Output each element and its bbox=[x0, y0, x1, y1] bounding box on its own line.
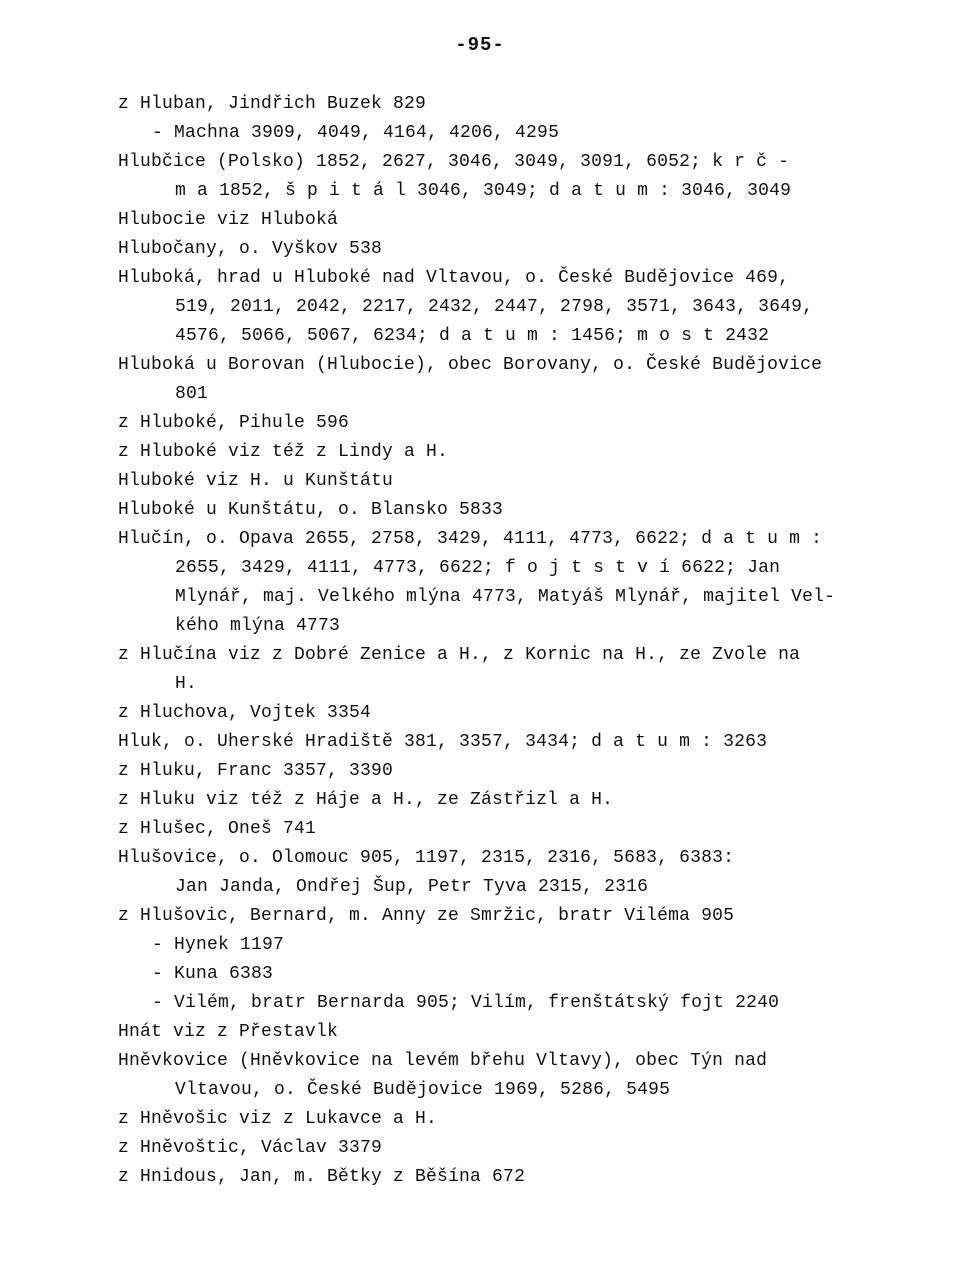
index-entry-line: Hnát viz z Přestavlk bbox=[118, 1022, 339, 1042]
index-continuation-line: 2655, 3429, 4111, 4773, 6622; f o j t s t v í 6622; Jan bbox=[175, 558, 781, 578]
index-continuation-line: - Machna 3909, 4049, 4164, 4206, 4295 bbox=[152, 123, 560, 143]
index-entry-line: z Hluboké, Pihule 596 bbox=[118, 413, 350, 433]
index-entry-line: Hlubočany, o. Vyškov 538 bbox=[118, 239, 383, 259]
index-entry-line: Hluboké viz H. u Kunštátu bbox=[118, 471, 394, 491]
index-entry-line: z Hluku viz též z Háje a H., ze Zástřizl a H. bbox=[118, 790, 614, 810]
index-entry-line: z Hlučína viz z Dobré Zenice a H., z Kornic na H., ze Zvole na bbox=[118, 645, 801, 665]
page-number: -95- bbox=[455, 34, 505, 56]
index-entry-line: Hluboká u Borovan (Hlubocie), obec Borovany, o. České Budějovice bbox=[118, 355, 823, 375]
index-entry-line: z Hluban, Jindřich Buzek 829 bbox=[118, 94, 427, 114]
index-entry-line: Hlučín, o. Opava 2655, 2758, 3429, 4111, 4773, 6622; d a t u m : bbox=[118, 529, 823, 549]
index-continuation-line: - Kuna 6383 bbox=[152, 964, 274, 984]
index-entry-line: z Hněvošic viz z Lukavce a H. bbox=[118, 1109, 438, 1129]
index-continuation-line: 4576, 5066, 5067, 6234; d a t u m : 1456; m o s t 2432 bbox=[175, 326, 770, 346]
index-entry-line: Hlubocie viz Hluboká bbox=[118, 210, 339, 230]
index-continuation-line: - Hynek 1197 bbox=[152, 935, 285, 955]
index-entry-line: z Hnidous, Jan, m. Bětky z Běšína 672 bbox=[118, 1167, 526, 1187]
index-continuation-line: kého mlýna 4773 bbox=[175, 616, 341, 636]
index-entry-line: Hluboká, hrad u Hluboké nad Vltavou, o. České Budějovice 469, bbox=[118, 268, 790, 288]
index-continuation-line: Jan Janda, Ondřej Šup, Petr Tyva 2315, 2316 bbox=[175, 877, 649, 897]
index-entry-line: Hluboké u Kunštátu, o. Blansko 5833 bbox=[118, 500, 504, 520]
index-entry-line: Hlušovice, o. Olomouc 905, 1197, 2315, 2316, 5683, 6383: bbox=[118, 848, 735, 868]
index-continuation-line: m a 1852, š p i t á l 3046, 3049; d a t u m : 3046, 3049 bbox=[175, 181, 792, 201]
index-entry-line: z Hluchova, Vojtek 3354 bbox=[118, 703, 372, 723]
index-continuation-line: - Vilém, bratr Bernarda 905; Vilím, frenštátský fojt 2240 bbox=[152, 993, 780, 1013]
index-entry-line: Hluk, o. Uherské Hradiště 381, 3357, 3434; d a t u m : 3263 bbox=[118, 732, 768, 752]
index-entry-line: Hněvkovice (Hněvkovice na levém břehu Vltavy), obec Týn nad bbox=[118, 1051, 768, 1071]
index-continuation-line: Mlynář, maj. Velkého mlýna 4773, Matyáš Mlynář, majitel Vel- bbox=[175, 587, 836, 607]
index-entries bbox=[118, 90, 888, 1192]
index-entry-line: z Hluku, Franc 3357, 3390 bbox=[118, 761, 394, 781]
index-entry-line: z Hněvoštic, Václav 3379 bbox=[118, 1138, 383, 1158]
index-continuation-line: 801 bbox=[175, 384, 209, 404]
index-continuation-line: 519, 2011, 2042, 2217, 2432, 2447, 2798, 3571, 3643, 3649, bbox=[175, 297, 814, 317]
index-continuation-line: Vltavou, o. České Budějovice 1969, 5286, 5495 bbox=[175, 1080, 671, 1100]
index-entry-line: z Hluboké viz též z Lindy a H. bbox=[118, 442, 449, 462]
index-continuation-line: H. bbox=[175, 674, 198, 694]
index-entry-line: Hlubčice (Polsko) 1852, 2627, 3046, 3049, 3091, 6052; k r č - bbox=[118, 152, 790, 172]
index-entry-line: z Hlušovic, Bernard, m. Anny ze Smržic, bratr Viléma 905 bbox=[118, 906, 735, 926]
index-entry-line: z Hlušec, Oneš 741 bbox=[118, 819, 317, 839]
